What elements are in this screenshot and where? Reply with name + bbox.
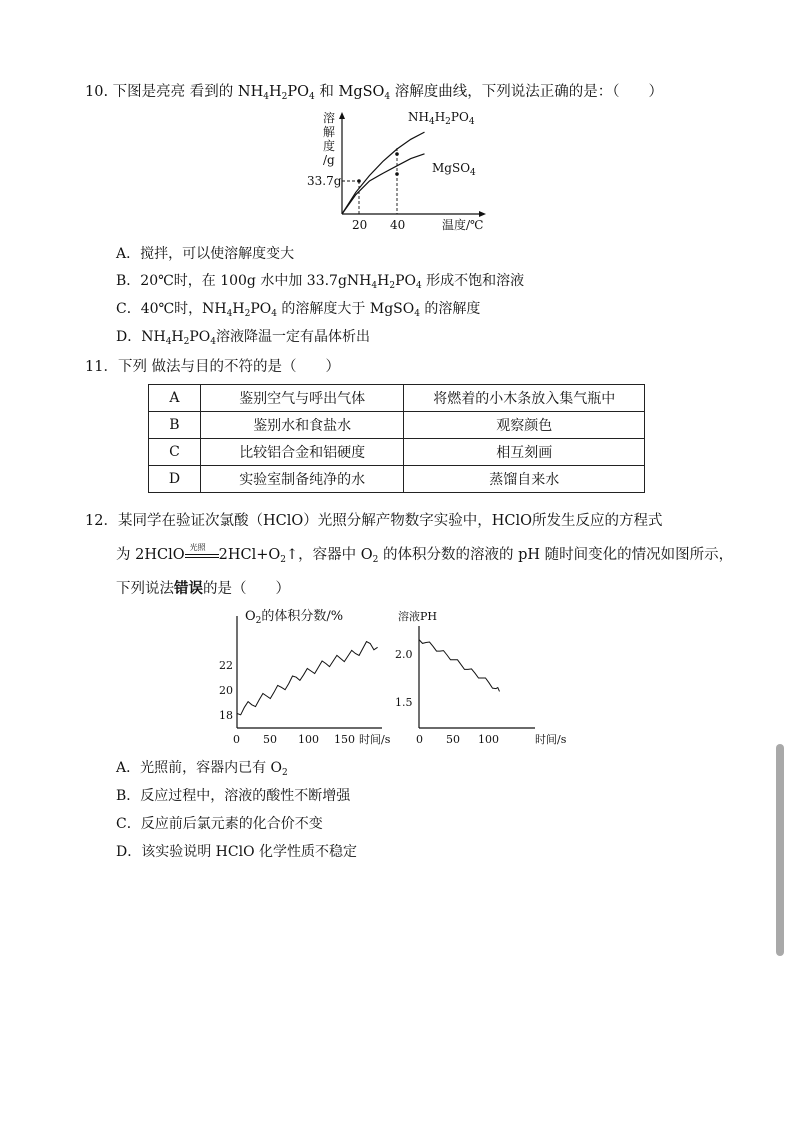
ph-chart <box>395 602 580 750</box>
y-label-3: 度 <box>323 139 336 153</box>
y-label-4: /g <box>323 153 335 167</box>
x-axis-label: 温度/℃ <box>442 218 484 232</box>
o2-y-tick-22: 22 <box>219 659 233 672</box>
q10-option-a: A．搅拌，可以使溶解度变大 <box>116 246 295 262</box>
legend-nh4h2po4: $NH_4H_2PO_4$ <box>408 110 475 127</box>
q12-option-a: A．光照前，容器内已有 $O_2$ <box>116 760 288 778</box>
row-method: 将燃着的小木条放入集气瓶中 <box>404 385 645 412</box>
q10-option-d: D．$NH_4H_2PO_4$溶液降温一定有晶体析出 <box>116 329 371 347</box>
x-tick-40: 40 <box>390 218 406 232</box>
o2-y-tick-18: 18 <box>219 709 233 722</box>
x-tick-20: 20 <box>352 218 368 232</box>
ph-chart-title: 溶液PH <box>398 610 437 623</box>
ph-y-tick-1-5: 1.5 <box>395 696 413 709</box>
ph-y-tick-2-0: 2.0 <box>395 648 413 661</box>
o2-series-line <box>237 642 378 715</box>
row-purpose: 实验室制备纯净的水 <box>200 466 404 493</box>
q12-option-b: B．反应过程中，溶液的酸性不断增强 <box>116 788 351 804</box>
y-tick-33-7: 33.7g <box>307 174 342 188</box>
ph-x-tick-0: 0 <box>416 733 423 746</box>
q11-stem: 11．下列 做法与目的不符的是（ ） <box>85 359 341 375</box>
o2-x-tick-150: 150 <box>334 733 355 746</box>
table-row <box>149 466 645 493</box>
table-row <box>149 412 645 439</box>
table-row <box>149 385 645 412</box>
q11-table <box>148 384 645 493</box>
ph-series-line <box>419 640 500 692</box>
y-arrow <box>339 112 345 119</box>
q12-option-d: D．该实验说明 HClO 化学性质不稳定 <box>116 844 358 860</box>
row-key: C <box>149 439 201 466</box>
row-method: 观察颜色 <box>404 412 645 439</box>
o2-chart <box>215 602 395 750</box>
o2-chart-title: $O_2$的体积分数/% <box>245 609 344 626</box>
vertical-scrollbar[interactable] <box>776 744 784 956</box>
row-key: B <box>149 412 201 439</box>
q10-option-b: B．20℃时，在 100g 水中加 $33.7gNH_4H_2PO_4$ 形成不饱和溶液 <box>116 273 525 291</box>
row-method: 相互刻画 <box>404 439 645 466</box>
legend-mgso4: MgSO$_4$ <box>432 161 476 178</box>
q12-line2: 为 2HClO 光照 $2HCl+O_2↑$，容器中 $O_2$ 的体积分数的溶液的 pH 随时间变化的情况如图所示， <box>116 543 734 565</box>
o2-x-tick-100: 100 <box>298 733 319 746</box>
point-20 <box>357 179 361 183</box>
q10-option-c: C．40℃时，$NH_4H_2PO_4$ 的溶解度大于 MgSO$_4$ 的溶解度 <box>116 301 481 319</box>
x-arrow <box>479 211 486 217</box>
point-40-b <box>395 172 399 176</box>
ph-x-label: 时间/s <box>535 733 567 746</box>
row-purpose: 鉴别水和食盐水 <box>200 412 404 439</box>
ph-x-tick-100: 100 <box>478 733 499 746</box>
y-label-1: 溶 <box>323 111 336 125</box>
table-row <box>149 439 645 466</box>
row-purpose: 鉴别空气与呼出气体 <box>200 385 404 412</box>
y-label-2: 解 <box>323 125 336 139</box>
row-purpose: 比较铝合金和铝硬度 <box>200 439 404 466</box>
o2-x-tick-0: 0 <box>233 733 240 746</box>
curve-mgso4 <box>342 154 425 214</box>
eq-condition: 光照 <box>189 543 206 552</box>
point-40-a <box>395 152 399 156</box>
ph-x-tick-50: 50 <box>446 733 460 746</box>
row-method: 蒸馏自来水 <box>404 466 645 493</box>
o2-x-tick-50: 50 <box>263 733 277 746</box>
row-key: D <box>149 466 201 493</box>
o2-x-label: 时间/s <box>359 733 391 746</box>
row-key: A <box>149 385 201 412</box>
q12-option-c: C．反应前后氯元素的化合价不变 <box>116 816 323 832</box>
q12-line1: 12．某同学在验证次氯酸（HClO）光照分解产物数字实验中，HClO所发生反应的方程式 <box>85 513 663 529</box>
o2-y-tick-20: 20 <box>219 684 233 697</box>
q10-stem: 10. 下图是亮亮 看到的 $NH_4H_2PO_4$ 和 MgSO$_4$ 溶解度曲线，下列说法正确的是：（ ） <box>85 84 664 102</box>
reaction-arrow <box>185 543 219 562</box>
q12-line3: 下列说法错误的是（ ） <box>116 580 290 597</box>
